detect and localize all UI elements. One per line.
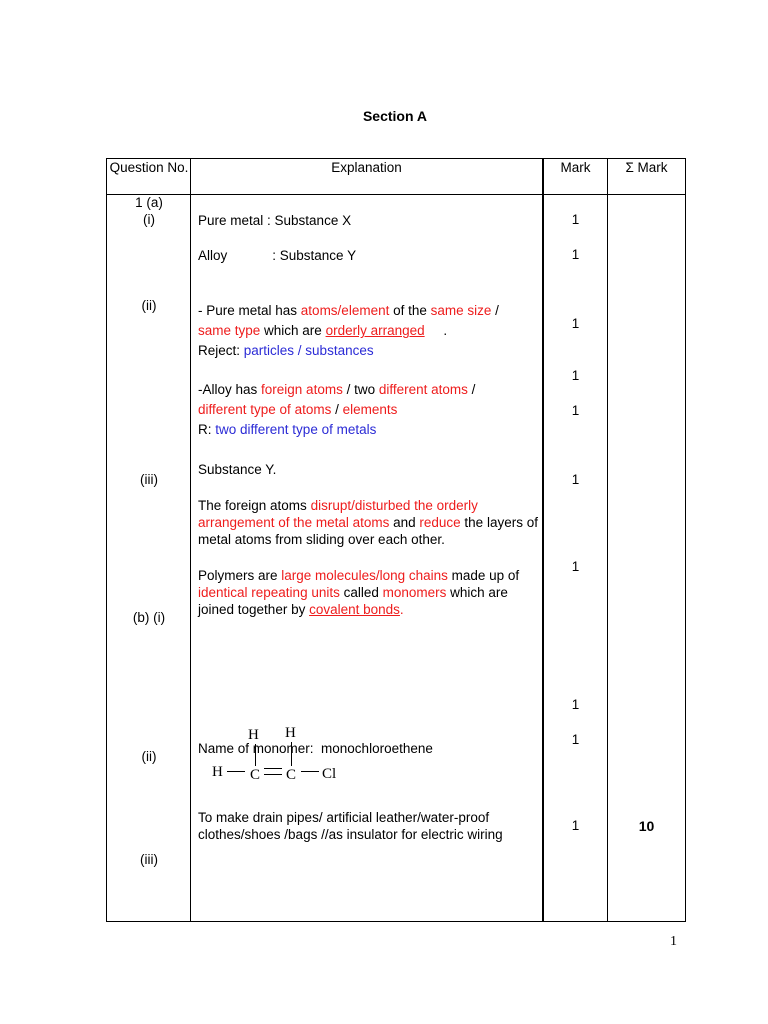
table-divider-explanation <box>542 158 544 922</box>
mark: 1 <box>571 697 580 712</box>
table-header-divider <box>106 194 686 195</box>
bond-c2-cl <box>301 771 319 772</box>
answer-pure-metal-arrangement <box>198 301 538 361</box>
header-total-mark: Σ Mark <box>625 160 668 175</box>
keyword: large molecules/long chains <box>281 568 448 583</box>
answer-text: . <box>399 602 404 617</box>
answer-text: . <box>424 323 448 338</box>
question-label-b-i: (b) (i) <box>132 610 166 625</box>
answer-foreign-atoms <box>198 497 538 548</box>
answer-text: the layers of metal atoms from sliding over each other. <box>198 515 538 547</box>
answer-text: of the <box>389 303 431 318</box>
atom-h-top-left: H <box>248 727 259 743</box>
mark: 1 <box>571 247 580 262</box>
keyword: foreign atoms <box>261 382 343 397</box>
atom-c1: C <box>250 767 261 783</box>
question-label-b-iii: (iii) <box>140 852 158 867</box>
mark: 1 <box>571 368 580 383</box>
bond-c1-c2-double-bottom <box>264 774 282 775</box>
answer-text: -Alloy has <box>198 382 262 397</box>
answer-text: / <box>491 303 499 318</box>
answer-text: The foreign atoms <box>198 498 311 513</box>
question-label-1a: 1 (a) <box>135 195 163 210</box>
answer-text: / two <box>342 382 379 397</box>
answer-pure-metal: Pure metal : Substance X <box>198 213 352 228</box>
keyword-underlined: orderly arranged <box>325 323 425 338</box>
question-label-a-iii: (iii) <box>140 472 158 487</box>
answer-text: - Pure metal has <box>198 303 301 318</box>
keyword: identical repeating units <box>198 585 340 600</box>
keyword-underlined: covalent bonds <box>309 602 400 617</box>
question-label-a-i: (i) <box>143 212 155 227</box>
atom-c2: C <box>286 767 297 783</box>
table-border-right <box>685 158 686 922</box>
atom-h-top-right: H <box>285 725 296 741</box>
mark: 1 <box>571 732 580 747</box>
mark: 1 <box>571 472 580 487</box>
answer-text: / <box>331 402 343 417</box>
answer-text: and <box>389 515 420 530</box>
keyword: reduce <box>419 515 461 530</box>
answer-text: / <box>467 382 476 397</box>
keyword: same type <box>198 323 261 338</box>
keyword: different type of atoms <box>198 402 332 417</box>
answer-text: which are <box>260 323 326 338</box>
answer-text: made up of <box>447 568 520 583</box>
bond-h-c1 <box>227 771 245 772</box>
mark: 1 <box>571 212 580 227</box>
reject-text: particles / substances <box>243 343 374 358</box>
question-label-b-ii: (ii) <box>141 749 157 764</box>
answer-substance-y: Substance Y. <box>198 462 277 477</box>
answer-alloy: Alloy : Substance Y <box>198 248 357 263</box>
table-divider-mark <box>607 158 608 922</box>
table-divider-question <box>190 158 191 922</box>
keyword: elements <box>342 402 398 417</box>
page-number: 1 <box>670 934 677 949</box>
bond-c1-c2-double-top <box>264 768 282 769</box>
question-label-a-ii: (ii) <box>141 298 157 313</box>
mark: 1 <box>571 316 580 331</box>
keyword: same size <box>430 303 492 318</box>
header-mark: Mark <box>560 160 591 175</box>
reject-text: two different type of metals <box>215 422 377 437</box>
section-title: Section A <box>362 108 428 124</box>
header-explanation: Explanation <box>331 160 402 175</box>
atom-h-left: H <box>212 764 223 780</box>
keyword: disrupt/disturbed the orderly arrangement of the metal atoms <box>198 498 478 530</box>
answer-monomer-name: Name of monomer: monochloroethene <box>198 741 433 756</box>
mark: 1 <box>571 559 580 574</box>
keyword: atoms/element <box>300 303 390 318</box>
header-question-no: Question No. <box>109 160 189 175</box>
reject-label: Reject: <box>198 343 244 358</box>
keyword: different atoms <box>378 382 468 397</box>
answer-text: called <box>339 585 383 600</box>
table-border-top <box>106 158 686 159</box>
keyword: monomers <box>382 585 447 600</box>
mark: 1 <box>571 403 580 418</box>
answer-polymers <box>198 567 538 618</box>
reject-label: R: <box>198 422 216 437</box>
table-border-left <box>106 158 107 922</box>
answer-uses: To make drain pipes/ artificial leather/water-proof clothes/shoes /bags //as insulator for electric wiring <box>198 810 503 842</box>
bond-c2-h <box>291 742 292 766</box>
mark: 1 <box>571 818 580 833</box>
atom-cl: Cl <box>322 766 337 782</box>
bond-c1-h <box>255 744 256 766</box>
answer-text: Polymers are <box>198 568 282 583</box>
answer-text: which are joined together by <box>198 585 508 617</box>
total-mark: 10 <box>638 818 655 834</box>
table-border-bottom <box>106 921 686 922</box>
answer-alloy-arrangement <box>198 380 538 440</box>
